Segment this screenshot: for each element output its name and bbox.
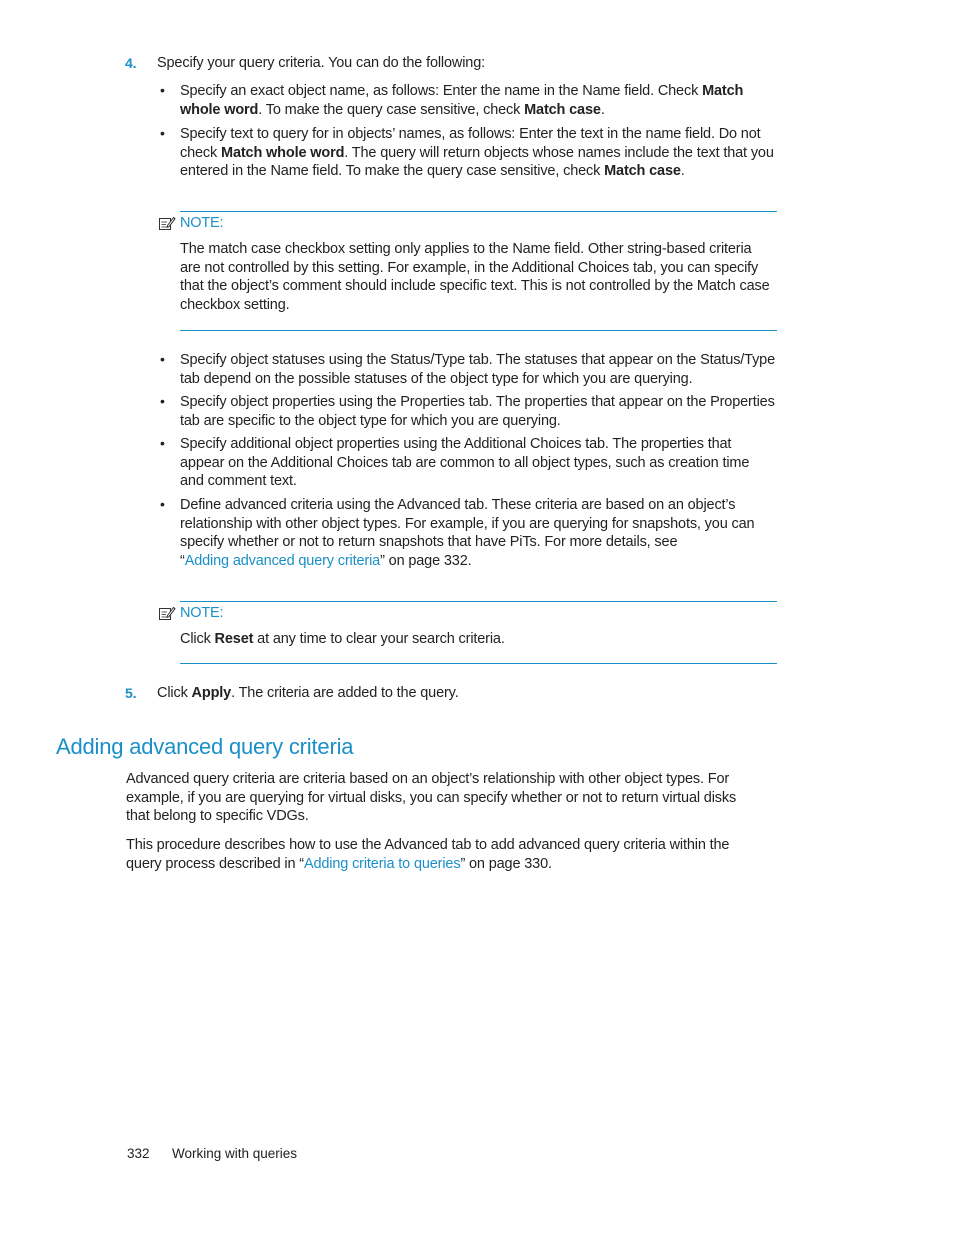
text-line: Advanced query criteria are criteria based on an object’s relationship with other object types. For bbox=[126, 771, 730, 787]
bold-term: Match case bbox=[524, 101, 601, 118]
text-run: at any time to clear your search criteria. bbox=[253, 631, 505, 647]
text-run: Click bbox=[180, 631, 215, 647]
text-line bbox=[180, 552, 754, 571]
text-run: Click bbox=[157, 685, 192, 701]
text-run: Specify text to query for in objects’ names, as follows: Enter the text in the name field. Do not bbox=[180, 126, 761, 142]
text-run: Specify an exact object name, as follows: Enter the name in the Name field. Check bbox=[180, 83, 703, 99]
note-bottom-rule bbox=[180, 330, 777, 331]
section-paragraph-1 bbox=[126, 770, 736, 826]
text-line bbox=[180, 101, 743, 120]
bullet-advanced bbox=[180, 496, 754, 570]
text-run: Specify additional object properties using the Additional Choices tab. The properties that bbox=[180, 436, 732, 452]
note-top-rule bbox=[180, 211, 777, 212]
text-run: specify whether or not to return snapshots that have PiTs. For more details, see bbox=[180, 534, 678, 551]
footer-page-number: 332 bbox=[127, 1146, 150, 1161]
note-pencil-icon bbox=[158, 605, 176, 621]
bullet-marker: • bbox=[160, 82, 165, 98]
text-line bbox=[180, 435, 749, 454]
text-line bbox=[126, 836, 729, 855]
text-run: tab are specific to the object type for which you are querying. bbox=[180, 412, 561, 429]
bullet-properties bbox=[180, 393, 775, 430]
bullet-marker: • bbox=[160, 351, 165, 367]
bold-term: Apply bbox=[191, 685, 232, 701]
bullet-status-type bbox=[180, 351, 775, 388]
text-line bbox=[180, 351, 775, 370]
text-run: Specify object properties using the Properties tab. The properties that appear on the Properties bbox=[180, 394, 775, 410]
text-line bbox=[180, 412, 775, 431]
text-line bbox=[180, 533, 754, 552]
text-run: tab depend on the possible statuses of the object type for which you are querying. bbox=[180, 370, 693, 387]
step-5-text bbox=[157, 684, 459, 703]
bold-term: Match bbox=[702, 83, 744, 99]
text-line: that belong to specific VDGs. bbox=[126, 808, 309, 825]
footer-chapter: Working with queries bbox=[172, 1146, 298, 1161]
note-label: NOTE: bbox=[180, 605, 224, 621]
note-label: NOTE: bbox=[180, 215, 224, 231]
bullet-text-query bbox=[180, 125, 774, 181]
step-4-text: Specify your query criteria. You can do the following: bbox=[157, 55, 486, 71]
text-run: . To make the query case sensitive, check bbox=[258, 101, 525, 118]
note-top-rule bbox=[180, 601, 777, 602]
bold-term: Match whole word bbox=[221, 144, 345, 161]
text-line bbox=[180, 454, 749, 473]
note-2-body bbox=[180, 630, 505, 649]
text-line: example, if you are querying for virtual disks, you can specify whether or not to return virtual disks bbox=[126, 789, 737, 806]
text-line bbox=[180, 472, 749, 491]
text-line bbox=[157, 684, 459, 703]
bullet-marker: • bbox=[160, 393, 165, 409]
text-run: . bbox=[600, 101, 605, 118]
text-run: ” on page 332. bbox=[380, 552, 472, 569]
text-run: check bbox=[180, 144, 222, 161]
text-run: . bbox=[680, 163, 685, 180]
text-line bbox=[180, 370, 775, 389]
text-run: “ bbox=[180, 552, 185, 569]
text-run: appear on the Additional Choices tab are common to all object types, such as creation time bbox=[180, 454, 750, 471]
bullet-exact-name bbox=[180, 82, 743, 119]
text-run: query process described in “ bbox=[126, 855, 304, 872]
section-paragraph-2 bbox=[126, 836, 729, 873]
text-line bbox=[180, 630, 505, 649]
text-line bbox=[180, 496, 754, 515]
text-line bbox=[180, 125, 774, 144]
bold-term: Reset bbox=[214, 631, 254, 647]
text-line bbox=[180, 144, 774, 163]
text-run: . The criteria are added to the query. bbox=[231, 685, 459, 701]
text-run: Specify object statuses using the Status/Type tab. The statuses that appear on the Status/Type bbox=[180, 352, 776, 368]
note-bottom-rule bbox=[180, 663, 777, 664]
text-run: This procedure describes how to use the Advanced tab to add advanced query criteria within the bbox=[126, 837, 730, 853]
text-run: and comment text. bbox=[180, 473, 297, 490]
text-line bbox=[180, 515, 754, 534]
text-run: Define advanced criteria using the Advanced tab. These criteria are based on an object’s bbox=[180, 497, 736, 513]
text-line bbox=[180, 82, 743, 101]
text-line: are not controlled by this setting. For example, in the Additional Choices tab, you can specify bbox=[180, 259, 759, 276]
cross-reference-link[interactable]: Adding advanced query criteria bbox=[184, 552, 381, 569]
text-line bbox=[180, 393, 775, 412]
bold-term: Match case bbox=[604, 163, 681, 180]
step-5-number: 5. bbox=[125, 685, 137, 701]
step-4-number: 4. bbox=[125, 55, 137, 71]
text-line: The match case checkbox setting only applies to the Name field. Other string-based criteria bbox=[180, 241, 752, 257]
text-line: that the object’s comment should include specific text. This is not controlled by the Match case bbox=[180, 278, 770, 295]
bullet-marker: • bbox=[160, 496, 165, 512]
bold-term: whole word bbox=[180, 101, 259, 118]
cross-reference-link[interactable]: Adding criteria to queries bbox=[303, 855, 461, 872]
bullet-additional-choices bbox=[180, 435, 749, 491]
note-1-body bbox=[180, 240, 770, 314]
text-line: checkbox setting. bbox=[180, 296, 290, 313]
section-heading: Adding advanced query criteria bbox=[56, 734, 354, 759]
text-run: entered in the Name field. To make the query case sensitive, check bbox=[180, 163, 605, 180]
text-line bbox=[180, 162, 774, 181]
note-pencil-icon bbox=[158, 215, 176, 231]
text-run: relationship with other object types. For example, if you are querying for snapshots, you can bbox=[180, 515, 755, 532]
bullet-marker: • bbox=[160, 435, 165, 451]
text-line bbox=[126, 855, 729, 874]
bullet-marker: • bbox=[160, 125, 165, 141]
text-run: ” on page 330. bbox=[460, 855, 552, 872]
text-run: . The query will return objects whose names include the text that you bbox=[344, 144, 774, 161]
